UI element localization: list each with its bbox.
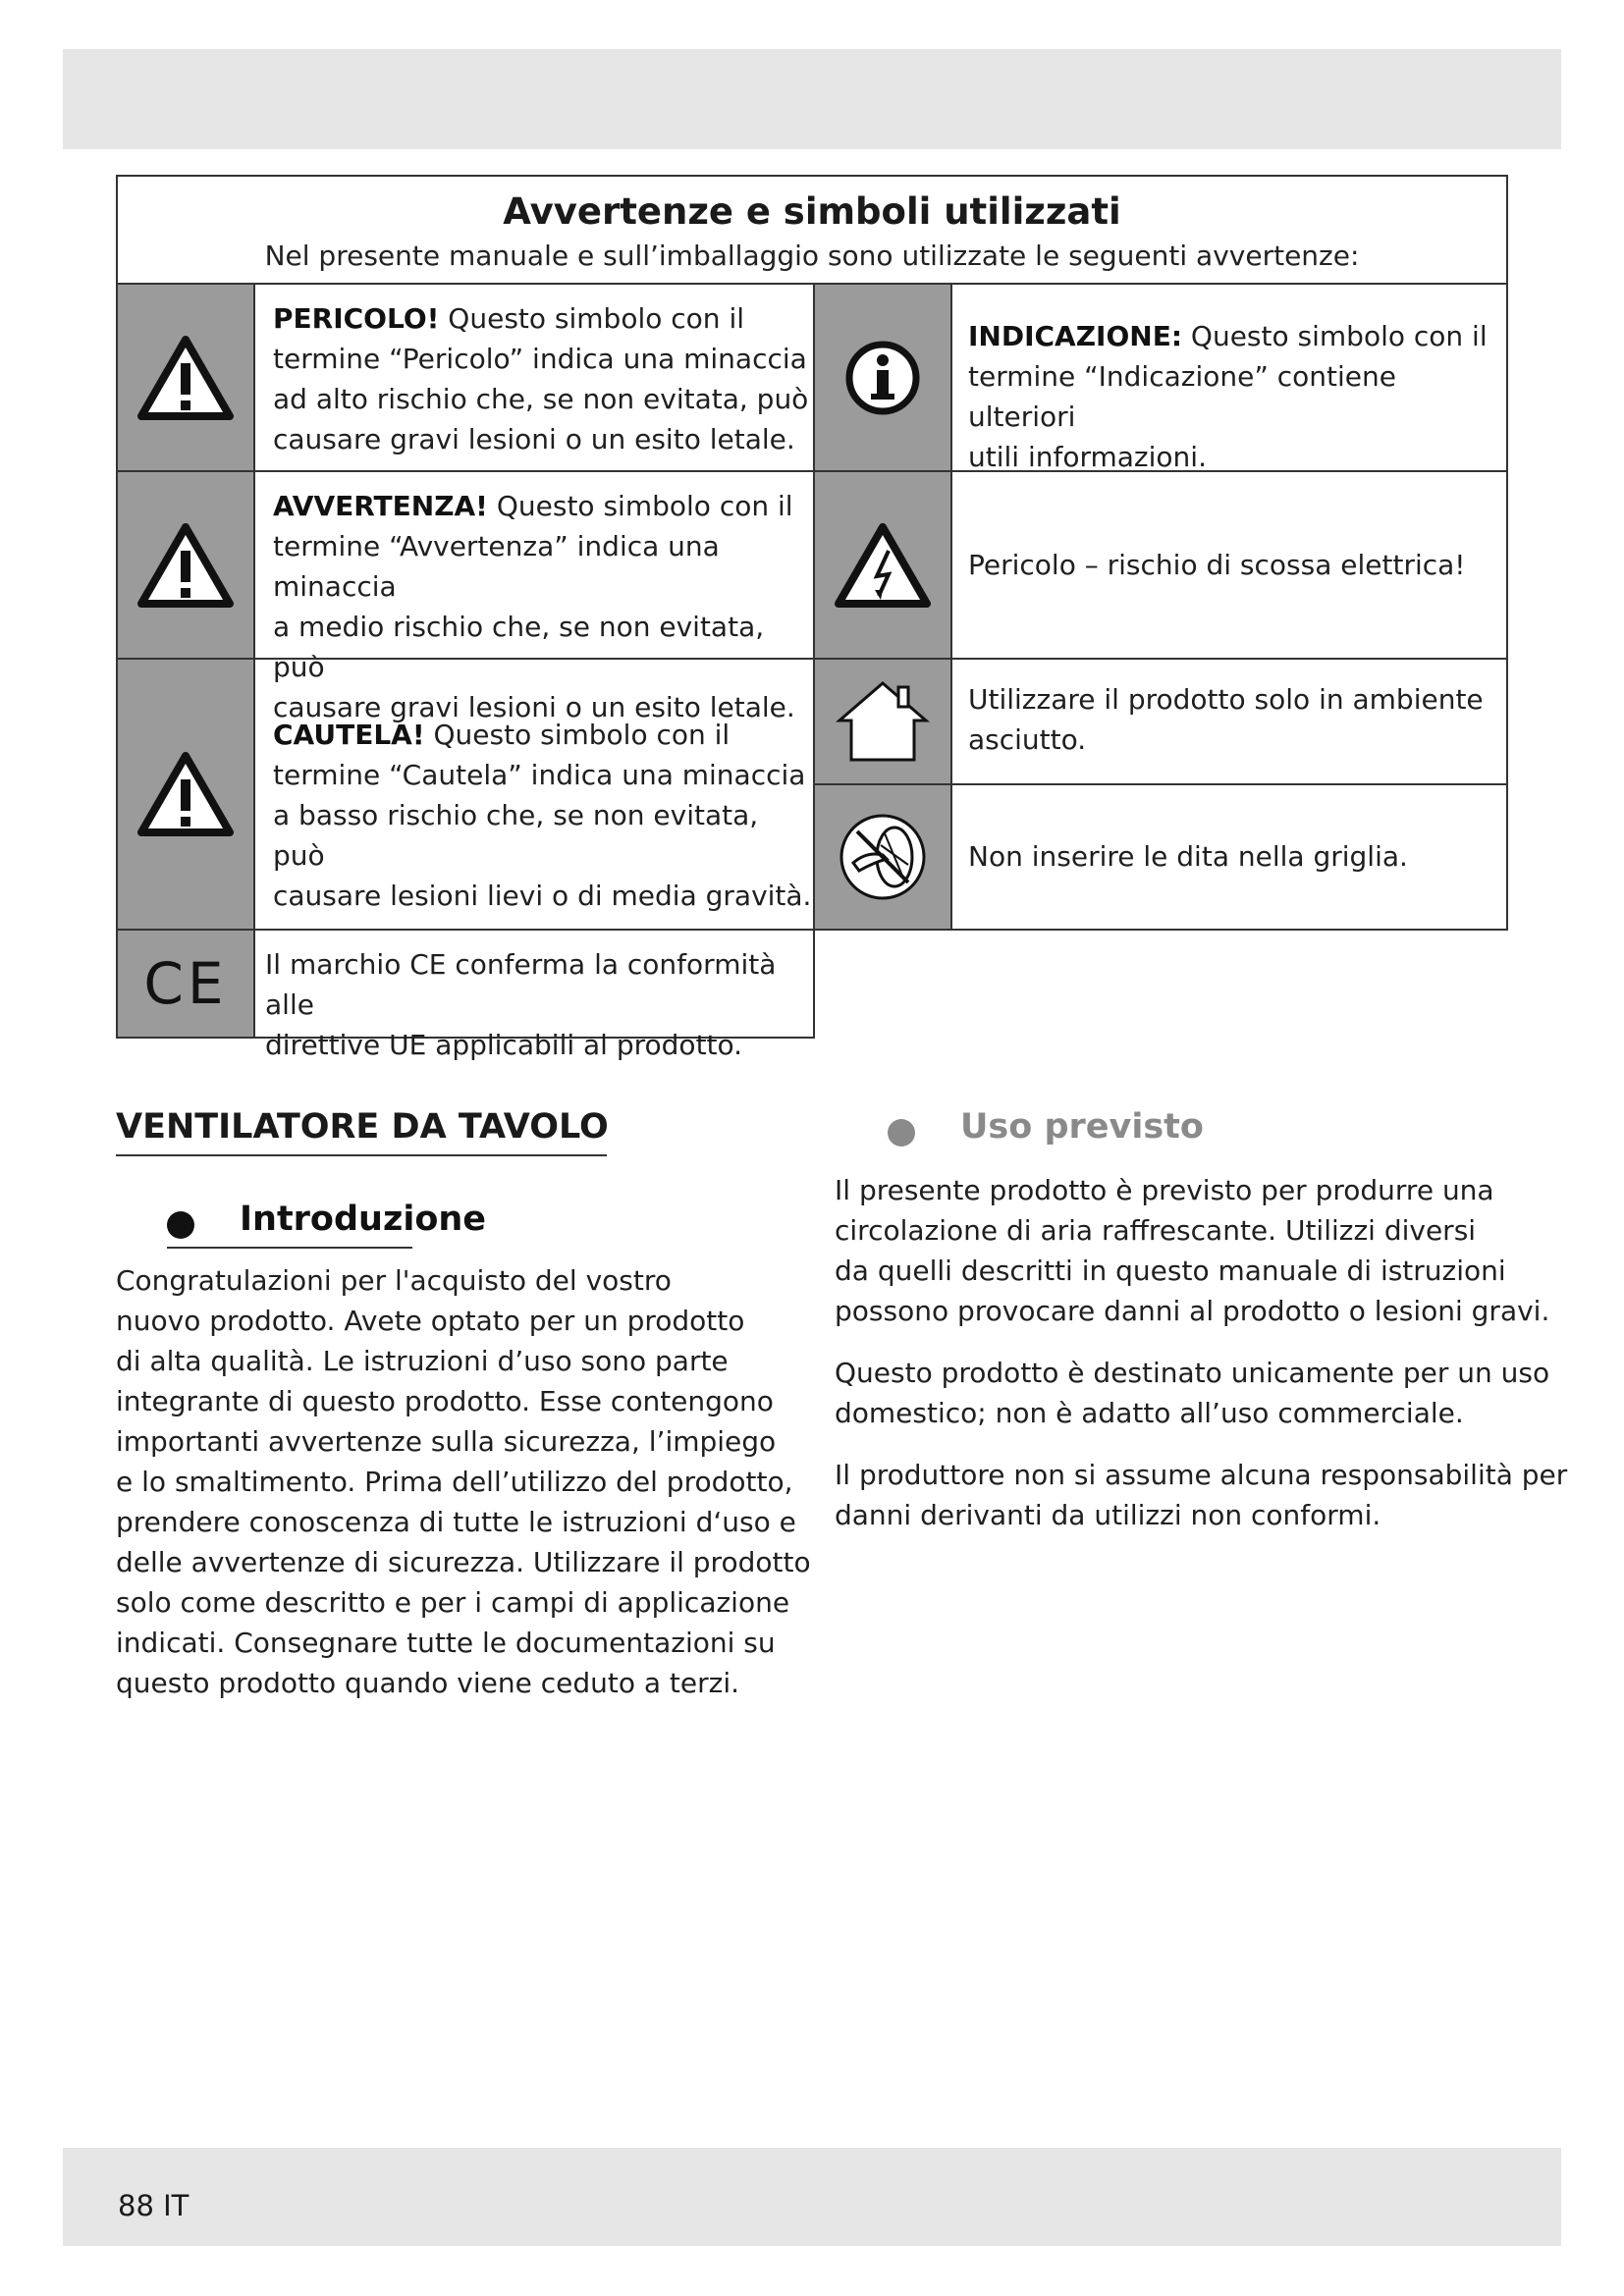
no-fingers-grill-icon (838, 812, 928, 902)
house-icon (834, 677, 932, 766)
caution-text-cell (253, 658, 815, 931)
table-header (116, 175, 1508, 285)
warning-triangle-icon (136, 334, 235, 422)
warning-icon-cell (116, 470, 255, 660)
intro-title: Introduzione (240, 1200, 487, 1239)
warning-triangle-icon (136, 521, 235, 610)
caution-text: CAUTELA! Questo simbolo con il termine “Cautela” indica una minaccia a basso rischio che, se non evitata, può causare lesioni lievi o di media gravità. (273, 719, 812, 912)
intro-underline (167, 1247, 412, 1249)
bullet-icon (167, 1211, 194, 1239)
danger-text: PERICOLO! Questo simbolo con il termine “Pericolo” indica una minaccia ad alto rischio che, se non evitata, può causare gravi lesioni o un esito letale. (273, 302, 809, 455)
dry-icon-cell (813, 658, 952, 785)
electric-text: Pericolo – rischio di scossa elettrica! (968, 549, 1466, 581)
electric-icon-cell (813, 470, 952, 660)
grid-text-cell (950, 783, 1508, 931)
section-title-ventilatore: VENTILATORE DA TAVOLO (116, 1107, 609, 1147)
table-title: Avvertenze e simboli utilizzati (503, 190, 1121, 233)
dry-text-cell (950, 658, 1508, 785)
ce-mark-icon: CE (143, 950, 228, 1017)
bullet-icon (888, 1119, 915, 1147)
header-band (63, 49, 1561, 149)
uso-title: Uso previsto (960, 1107, 1204, 1147)
grid-icon-cell (813, 783, 952, 931)
info-text-cell (950, 283, 1508, 472)
warnings-table (116, 175, 1508, 1061)
warning-triangle-icon (136, 750, 235, 838)
uso-paragraph-1: Il presente prodotto è previsto per produrre una circolazione di aria raffrescante. Utilizzi diversi da quelli descritti in questo manuale di istruzioni possono provocare danni al prodotto o lesioni gravi. (835, 1174, 1550, 1327)
electric-shock-icon (834, 521, 932, 610)
warning-text: AVVERTENZA! Questo simbolo con il termine “Avvertenza” indica una minaccia a medio rischio che, se non evitata, può causare gravi lesioni o un esito letale. (273, 490, 795, 723)
dry-text: Utilizzare il prodotto solo in ambiente asciutto. (968, 683, 1484, 756)
warning-text-cell (253, 470, 815, 723)
table-subtitle: Nel presente manuale e sull’imballaggio sono utilizzate le seguenti avvertenze: (264, 240, 1360, 272)
ce-text: Il marchio CE conferma la conformità alle direttive UE applicabili al prodotto. (265, 948, 777, 1061)
grid-text: Non inserire le dita nella griglia. (968, 840, 1408, 873)
ce-icon-cell (116, 929, 255, 1039)
danger-icon-cell (116, 283, 255, 472)
uso-paragraph-3: Il produttore non si assume alcuna responsabilità per danni derivanti da utilizzi non conformi. (835, 1459, 1568, 1531)
title-underline (116, 1154, 607, 1156)
uso-paragraph-2: Questo prodotto è destinato unicamente per un uso domestico; non è adatto all’uso commerciale. (835, 1357, 1550, 1429)
ce-text-cell (253, 929, 815, 1061)
caution-icon-cell (116, 658, 255, 931)
footer-band (63, 2148, 1561, 2246)
info-icon-cell (813, 283, 952, 472)
intro-paragraph: Congratulazioni per l'acquisto del vostro nuovo prodotto. Avete optato per un prodotto di alta qualità. Le istruzioni d’uso sono parte integrante di questo prodotto. Esse contengono importanti avvertenze sulla sicurezza, l’impiego e lo smaltimento. Prima dell’utilizzo del prodotto, prendere conoscenza di tutte le istruzioni d‘uso e delle avvertenze di sicurezza. Utilizzare il prodotto solo come descritto e per i campi di applicazione indicati. Consegnare tutte le documentazioni su questo prodotto quando viene ceduto a terzi. (116, 1264, 811, 1699)
danger-text-cell (253, 283, 815, 472)
page-number: 88 IT (118, 2189, 189, 2222)
electric-text-cell (950, 470, 1508, 660)
info-icon (843, 339, 922, 417)
info-text: INDICAZIONE: Questo simbolo con il termine “Indicazione” contiene ulteriori utili informazioni. (968, 320, 1488, 473)
